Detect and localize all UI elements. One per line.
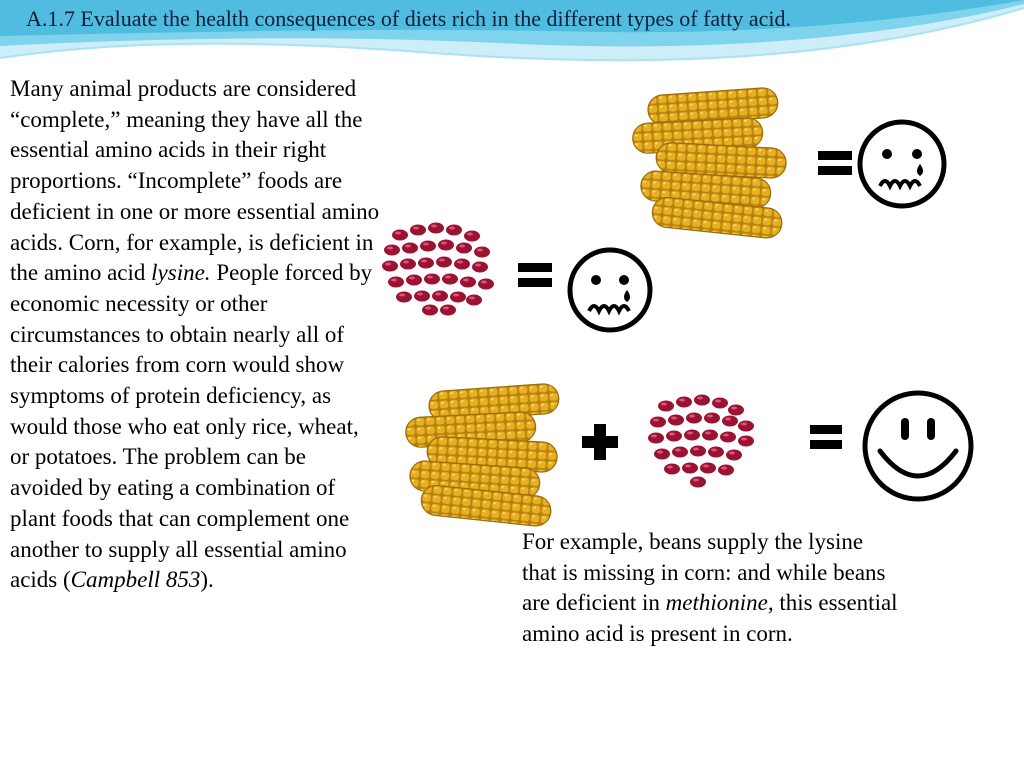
example-paragraph <box>522 527 902 650</box>
slide-title: A.1.7 Evaluate the health consequences of diets rich in the different types of fatty acid. <box>26 6 792 31</box>
beans-icon <box>382 223 494 316</box>
beans-icon <box>648 395 754 488</box>
citation: Campbell 853 <box>70 567 201 593</box>
crying-face-icon <box>860 122 944 206</box>
main-paragraph-text-1: Many animal products are considered “complete,” meaning they have all the essential amino acids in their right proportions. “Incomplete” foods are deficient in one or more essential amino acids. Corn, for example, is deficient in the amino acid <box>10 76 380 286</box>
corn-icon <box>632 87 787 239</box>
main-paragraph <box>10 74 382 596</box>
crying-face-icon <box>570 250 650 330</box>
equals-icon <box>818 151 852 175</box>
smiley-face-icon <box>865 393 971 499</box>
equals-icon <box>810 425 842 449</box>
equals-icon <box>518 263 552 287</box>
corn-icon <box>405 383 560 527</box>
main-paragraph-text-2: People forced by economic necessity or other circumstances to obtain nearly all of their calories from corn would show symptoms of protein deficiency, as would those who eat only rice, wheat, or potatoes. The problem can be avoided by eating a combination of plant foods that can complement one another to supply all essential amino acids ( <box>10 260 373 593</box>
methionine-term: methionine, <box>665 590 774 616</box>
example-text-1: For example, beans supply the lysine that is missing in corn: and while beans are deficient in <box>522 529 886 616</box>
lysine-term: lysine. <box>151 260 211 286</box>
example-text-2: this essential amino acid is present in corn. <box>522 590 898 647</box>
plus-icon <box>582 424 618 460</box>
main-paragraph-text-3: ). <box>200 567 214 593</box>
